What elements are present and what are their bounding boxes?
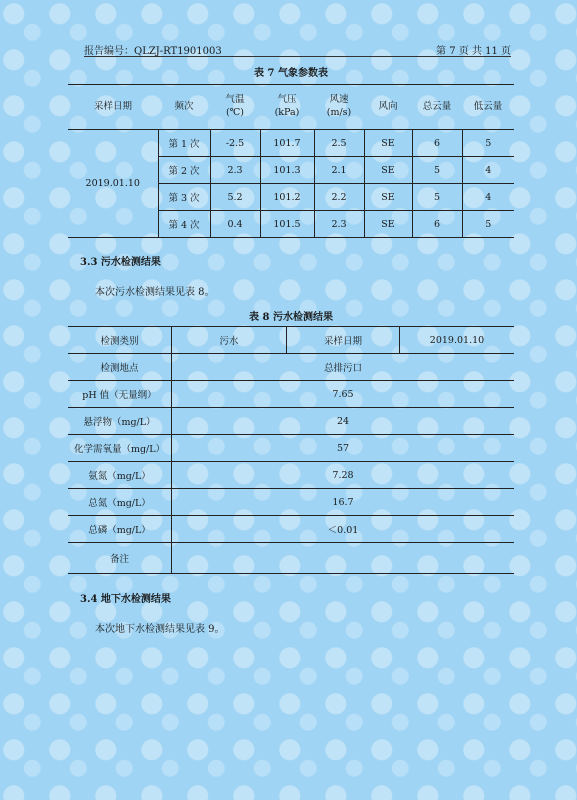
page-header — [84, 40, 511, 57]
wastewater-result-table — [68, 326, 514, 574]
table-row — [68, 516, 514, 543]
category-value: 污水 — [172, 327, 287, 354]
table-cell: 0.4 — [210, 211, 260, 238]
remarks-value — [172, 543, 515, 574]
parameter-label: 氨氮（mg/L） — [68, 462, 172, 489]
table-cell: 101.3 — [260, 157, 314, 184]
table-row — [68, 327, 514, 354]
header-cell: 总云量 — [412, 85, 462, 130]
header-cell: 气温 (℃) — [210, 85, 260, 130]
table-cell: SE — [364, 184, 412, 211]
header-cell: 风向 — [364, 85, 412, 130]
table-row — [68, 489, 514, 516]
page-number: 第 7 页 共 11 页 — [436, 46, 511, 57]
parameter-value: 57 — [172, 435, 515, 462]
parameter-value: 7.65 — [172, 381, 515, 408]
table-cell: 第 4 次 — [158, 211, 210, 238]
location-label: 检测地点 — [68, 354, 172, 381]
table-cell: 4 — [462, 157, 514, 184]
table-cell: 2.2 — [314, 184, 364, 211]
table8-caption: 表 8 污水检测结果 — [249, 312, 333, 323]
table-row — [68, 462, 514, 489]
table-cell: SE — [364, 130, 412, 157]
weather-parameter-table — [68, 84, 514, 238]
header-cell: 风速 (m/s) — [314, 85, 364, 130]
table-cell: 2.5 — [314, 130, 364, 157]
table-cell: 2.1 — [314, 157, 364, 184]
table-cell: 101.7 — [260, 130, 314, 157]
table-cell: 5 — [412, 184, 462, 211]
table-cell: 6 — [412, 211, 462, 238]
table-cell: 5 — [462, 130, 514, 157]
table-cell: 6 — [412, 130, 462, 157]
parameter-label: 总磷（mg/L） — [68, 516, 172, 543]
report-number: 报告编号：QLZJ-RT1901003 — [84, 46, 222, 57]
section-3-4-title: 3.4 地下水检测结果 — [80, 594, 171, 605]
table-cell: 第 1 次 — [158, 130, 210, 157]
header-cell: 频次 — [158, 85, 210, 130]
parameter-value: 16.7 — [172, 489, 515, 516]
table-header-row — [68, 85, 514, 130]
table-cell: 5 — [462, 211, 514, 238]
parameter-label: pH 值（无量纲） — [68, 381, 172, 408]
table-cell: 第 2 次 — [158, 157, 210, 184]
table-cell: 4 — [462, 184, 514, 211]
table-row — [68, 381, 514, 408]
table-cell: SE — [364, 211, 412, 238]
section-3-3-text: 本次污水检测结果见表 8。 — [95, 287, 215, 298]
location-value: 总排污口 — [172, 354, 515, 381]
parameter-value: ＜0.01 — [172, 516, 515, 543]
sample-date-value: 2019.01.10 — [400, 327, 515, 354]
sample-date-cell: 2019.01.10 — [85, 178, 140, 189]
table-row — [68, 408, 514, 435]
table-row — [68, 354, 514, 381]
parameter-label: 悬浮物（mg/L） — [68, 408, 172, 435]
table-cell: 第 3 次 — [158, 184, 210, 211]
table-cell: SE — [364, 157, 412, 184]
header-cell: 低云量 — [462, 85, 514, 130]
table-cell: 2.3 — [210, 157, 260, 184]
table-cell: 5 — [412, 157, 462, 184]
table-cell: 101.2 — [260, 184, 314, 211]
parameter-value: 7.28 — [172, 462, 515, 489]
parameter-label: 总氮（mg/L） — [68, 489, 172, 516]
table-cell: 5.2 — [210, 184, 260, 211]
table-row — [68, 435, 514, 462]
section-3-4-text: 本次地下水检测结果见表 9。 — [95, 624, 225, 635]
remarks-label: 备注 — [68, 543, 172, 574]
table-cell: -2.5 — [210, 130, 260, 157]
sample-date-label: 采样日期 — [287, 327, 400, 354]
parameter-label: 化学需氧量（mg/L） — [68, 435, 172, 462]
category-label: 检测类别 — [68, 327, 172, 354]
table-row — [68, 543, 514, 574]
section-3-3-title: 3.3 污水检测结果 — [80, 257, 161, 268]
table7-caption: 表 7 气象参数表 — [254, 68, 328, 79]
header-cell: 气压 (kPa) — [260, 85, 314, 130]
parameter-value: 24 — [172, 408, 515, 435]
table-cell: 101.5 — [260, 211, 314, 238]
table-row — [68, 130, 514, 157]
header-cell: 采样日期 — [68, 85, 158, 130]
table-cell: 2.3 — [314, 211, 364, 238]
